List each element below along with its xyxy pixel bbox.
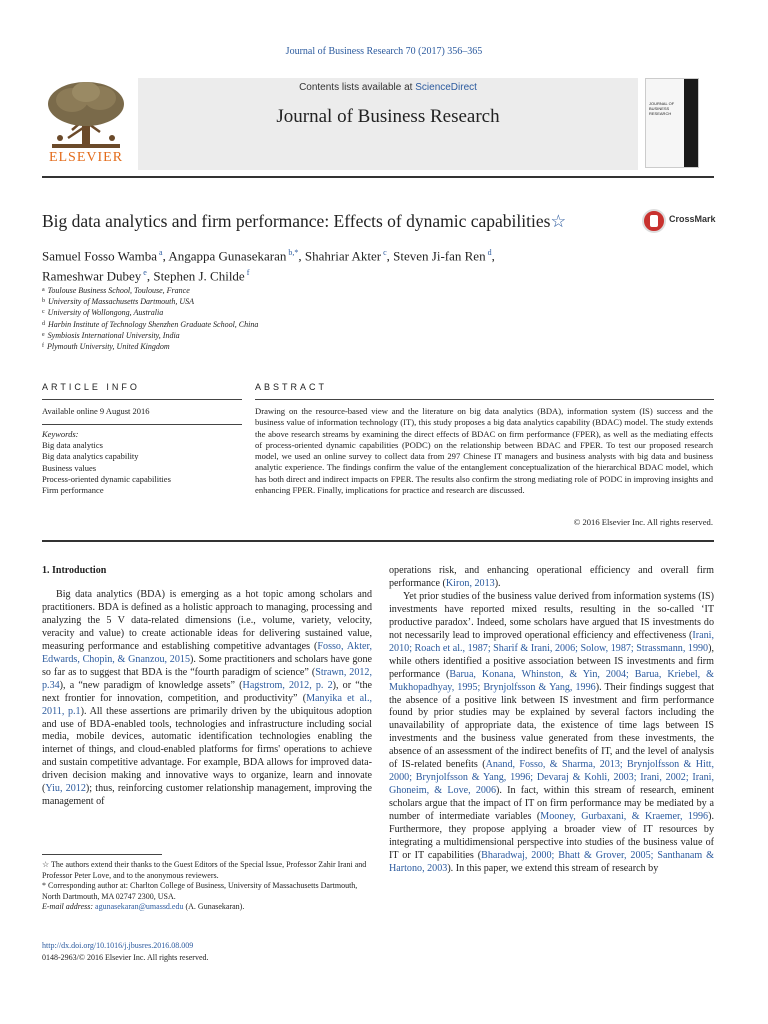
citation-link[interactable]: Bharadwaj, 2000; Bhatt & Grover, 2005; Santhanam & Hartono, 2003 — [389, 849, 714, 874]
affiliations — [42, 285, 258, 352]
contents-line — [138, 82, 638, 93]
affiliation-text: Harbin Institute of Technology Shenzhen Graduate School, China — [48, 319, 259, 329]
article-info-rule — [42, 399, 242, 400]
keyword-item: Big data analytics — [42, 440, 103, 451]
footnotes — [42, 860, 372, 913]
affiliation-text: Symbiosis International University, India — [47, 330, 180, 340]
author-affiliation-marker[interactable]: b,* — [286, 248, 299, 257]
sciencedirect-link[interactable]: ScienceDirect — [415, 82, 477, 93]
crossmark-icon — [642, 209, 666, 233]
journal-reference[interactable]: Journal of Business Research 70 (2017) 356–365 — [285, 46, 483, 57]
keyword-item: Big data analytics capability — [42, 451, 139, 462]
journal-title[interactable]: Journal of Business Research — [276, 106, 500, 127]
email-suffix: (A. Gunasekaran). — [183, 902, 245, 912]
email-label: E-mail address: — [42, 902, 94, 912]
author-separator: , — [298, 248, 305, 264]
affiliation-text: Plymouth University, United Kingdom — [47, 342, 170, 352]
body-divider — [42, 540, 714, 542]
article-info-heading: ARTICLE INFO — [42, 382, 140, 392]
issn-line: 0148-2963/© 2016 Elsevier Inc. All rights reserved. — [42, 953, 209, 962]
author-name: Angappa Gunasekaran — [168, 248, 287, 264]
elsevier-wordmark: ELSEVIER — [48, 150, 124, 165]
author-name: Steven Ji-fan Ren — [393, 248, 486, 264]
author-name: Rameshwar Dubey — [42, 268, 142, 284]
body-text: Big data analytics (BDA) is emerging as a hot topic among scholars and practitioners. BDA is defined as a holistic approach to managing, processing and analyzing the 5 V data-related dimensions (i.e., volume, variety, velocity, veracity and value) to create actionable ideas for delivering sustained value, measuring performance and establishing competitive advantages ( — [42, 589, 372, 652]
body-text: ). Some practitioners and scholars have gone so far as to suggest that BDA is the “fourth paradigm of science” ( — [42, 653, 372, 678]
author-separator: , — [162, 248, 169, 264]
author-affiliation-marker[interactable]: a — [157, 248, 163, 257]
corresponding-author-note: * Corresponding author at: Charlton College of Business, University of Massachusetts Dartmouth, North Dartmouth, MA 02747 2300, USA. — [42, 881, 358, 901]
journal-cover-thumbnail[interactable] — [645, 78, 699, 168]
email-line — [42, 902, 372, 913]
abstract-text: Drawing on the resource-based view and the literature on big data analytics (BDA), information system (IS) success and the business value of information technology (IT), this study proposes a big data analytics capability (BDAC) model. The study extends the above research streams by examining the direct effects of BDAC on firm performance (FPER), as well as the mediating effects of process-oriented dynamic capabilities (PODC) on the relationship between BDAC and FPER. To test our proposed research model, we used an online survey to collect data from 297 Chinese IT managers and business analysts with big data and business analytic experience. The findings confirm the value of the entanglement conceptualization of the hierarchical BDAC model, which has both direct and indirect impacts on FPER. The results also confirm the strong mediating role of PODC in improving insights and enhancing FPER. Finally, implications for practice and research are discussed. — [255, 406, 713, 496]
author-separator: , — [491, 248, 495, 264]
affiliation-key: b — [42, 298, 45, 305]
author-name: Shahriar Akter — [304, 248, 382, 264]
title-footnote-star[interactable]: ☆ — [550, 211, 567, 231]
footnote-rule — [42, 854, 162, 855]
citation-link[interactable]: Barua, Konana, Whinston, & Yin, 2004; Barua, Kriebel, & Mukhopadhyay, 1995; Brynjolfsson & Yang, 1996 — [389, 668, 714, 693]
keywords-rule — [42, 424, 242, 425]
body-text: ), a “new paradigm of knowledge assets” ( — [59, 679, 243, 691]
keyword-item: Business values — [42, 462, 97, 473]
body-text: operations risk, and enhancing operational efficiency and overall firm performance ( — [389, 565, 714, 589]
crossmark-label: CrossMark — [669, 214, 716, 224]
author-affiliation-marker[interactable]: d — [485, 248, 492, 257]
citation-link[interactable]: Manyika et al., 2011, p.1 — [42, 692, 372, 717]
affiliation-item — [42, 330, 258, 341]
citation-link[interactable]: Anand, Fosso, & Sharma, 2013; Brynjolfsson & Hitt, 2000; Brynjolfsson & Yang, 1996; Devaraj & Kohli, 2003; Irani, 2002; Irani, Ghoneim, & Love, 2006 — [389, 759, 714, 797]
left-column — [42, 589, 372, 809]
body-text: ). — [494, 577, 501, 589]
intro-paragraph-1 — [42, 589, 372, 809]
affiliation-item — [42, 296, 258, 307]
right-column — [389, 565, 714, 876]
citation-link[interactable]: Hagstrom, 2012, p. 2 — [242, 679, 333, 691]
body-text: Yet prior studies of the business value derived from information systems (IS) investments have reported mixed results, resulting in the so-called ‘IT productive paradox’. Indeed, some scholars have argued that IS investments do not necessarily lead to improved operational efficiency and effectiveness ( — [389, 590, 714, 641]
email-link[interactable]: agunasekaran@umassd.edu — [95, 902, 184, 912]
affiliation-item — [42, 319, 258, 330]
citation-link[interactable]: Yiu, 2012 — [45, 783, 86, 795]
affiliation-item — [42, 285, 258, 296]
section-heading: 1. Introduction — [42, 565, 107, 576]
masthead — [42, 78, 714, 170]
star-footnote: ☆ The authors extend their thanks to the Guest Editors of the Special Issue, Professor Zahir Irani and Professor Peter Love, and to the anonymous reviewers. — [42, 860, 367, 880]
affiliation-key: c — [42, 309, 45, 316]
author-list — [42, 244, 722, 285]
affiliation-key: f — [42, 343, 44, 350]
citation-link[interactable]: Irani, 2010; Roach et al., 1987; Sharif & Irani, 2006; Solow, 1987; Strassmann, 1990 — [389, 629, 714, 654]
keyword-item: Process-oriented dynamic capabilities — [42, 473, 171, 484]
affiliation-text: Toulouse Business School, Toulouse, France — [47, 286, 190, 295]
affiliation-text: University of Massachusetts Dartmouth, USA — [48, 297, 194, 307]
contents-prefix: Contents lists available at — [299, 82, 416, 93]
body-text: ). All these assertions are primarily driven by the ubiquitous adoption and use of BDA-enabled tools, technologies and infrastructure including social media, mobile devices, automatic identification technologies enabling the internet of things, and cloud-enabled platforms for firms' operations to achieve and sustain competitive advantage. For example, BDA allows for improved data-driven decision making and innovative ways to organize, learn and innovate ( — [42, 705, 372, 795]
author-name: Stephen J. Childe — [153, 268, 245, 284]
tree-icon — [42, 78, 130, 152]
affiliation-text: University of Wollongong, Australia — [47, 308, 164, 318]
citation-link[interactable]: Fosso, Akter, Edwards, Chopin, & Gnanzou, 2015 — [42, 640, 372, 665]
paper-title-text: Big data analytics and firm performance: Effects of dynamic capabilities — [42, 211, 551, 231]
author-affiliation-marker[interactable]: f — [244, 268, 250, 278]
affiliation-key: d — [42, 320, 45, 327]
affiliation-item — [42, 307, 258, 318]
header-divider — [42, 176, 714, 178]
body-text: ). In this paper, we extend this stream of research by — [447, 862, 659, 874]
affiliation-key: a — [42, 287, 45, 293]
abstract-heading: ABSTRACT — [255, 382, 328, 392]
author-affiliation-marker[interactable]: c — [381, 248, 387, 257]
paper-title — [42, 211, 642, 232]
body-text: ). Furthermore, they propose applying a broader view of IT resources by integrating a multidimensional perspective into studies of the business value of IT or IT capabilities ( — [389, 811, 714, 861]
affiliation-key: e — [42, 331, 45, 338]
elsevier-logo[interactable] — [42, 78, 130, 168]
body-text: ). In fact, within this stream of research, eminent scholars argue that the impact of IT on firm performance may be mediated by a number of intermediate variables ( — [389, 785, 714, 823]
body-text: ), or “the next frontier for innovation, competition, and productivity” ( — [42, 679, 373, 704]
body-text: ), while others identified a positive association between IS investments and firm performance ( — [389, 642, 714, 680]
affiliation-item — [42, 341, 258, 352]
available-online: Available online 9 August 2016 — [42, 406, 150, 416]
citation-link[interactable]: Kiron, 2013 — [445, 577, 495, 589]
abstract-rule — [255, 399, 714, 400]
author-separator: , — [386, 248, 394, 264]
keywords-block — [42, 429, 171, 496]
crossmark-badge[interactable] — [642, 207, 714, 235]
cover-strip — [684, 79, 698, 167]
intro-paragraph-continued — [389, 565, 714, 591]
doi-link[interactable]: http://dx.doi.org/10.1016/j.jbusres.2016.08.009 — [42, 941, 194, 950]
keyword-list — [42, 440, 171, 496]
author-name: Samuel Fosso Wamba — [42, 248, 157, 264]
author-affiliation-marker[interactable]: e — [141, 268, 147, 278]
keyword-item: Firm performance — [42, 485, 104, 496]
journal-banner — [138, 78, 638, 170]
citation-link[interactable]: Mooney, Gurbaxani, & Kraemer, 1996 — [540, 811, 709, 823]
body-text: ); thus, reinforcing customer relationship management, improving the management of — [42, 783, 372, 808]
abstract-copyright: © 2016 Elsevier Inc. All rights reserved. — [573, 517, 713, 527]
author-separator: , — [146, 268, 154, 284]
cover-text: JOURNAL OF BUSINESS RESEARCH — [649, 101, 675, 116]
intro-paragraph-2 — [389, 591, 714, 876]
body-text: ). Their findings suggest that the absence of a positive link between IS investment and firm performance found by prior studies may be explained by several factors including the unavailability of appropriate data, the existence of time lags between IS investments and the business value generated from these investments, the absence of an assessment of the indirect benefits of IT, and the level of analysis of IS-related benefits ( — [389, 681, 714, 771]
citation-link[interactable]: Strawn, 2012, p.34 — [42, 666, 372, 691]
keywords-heading: Keywords: — [42, 429, 79, 439]
